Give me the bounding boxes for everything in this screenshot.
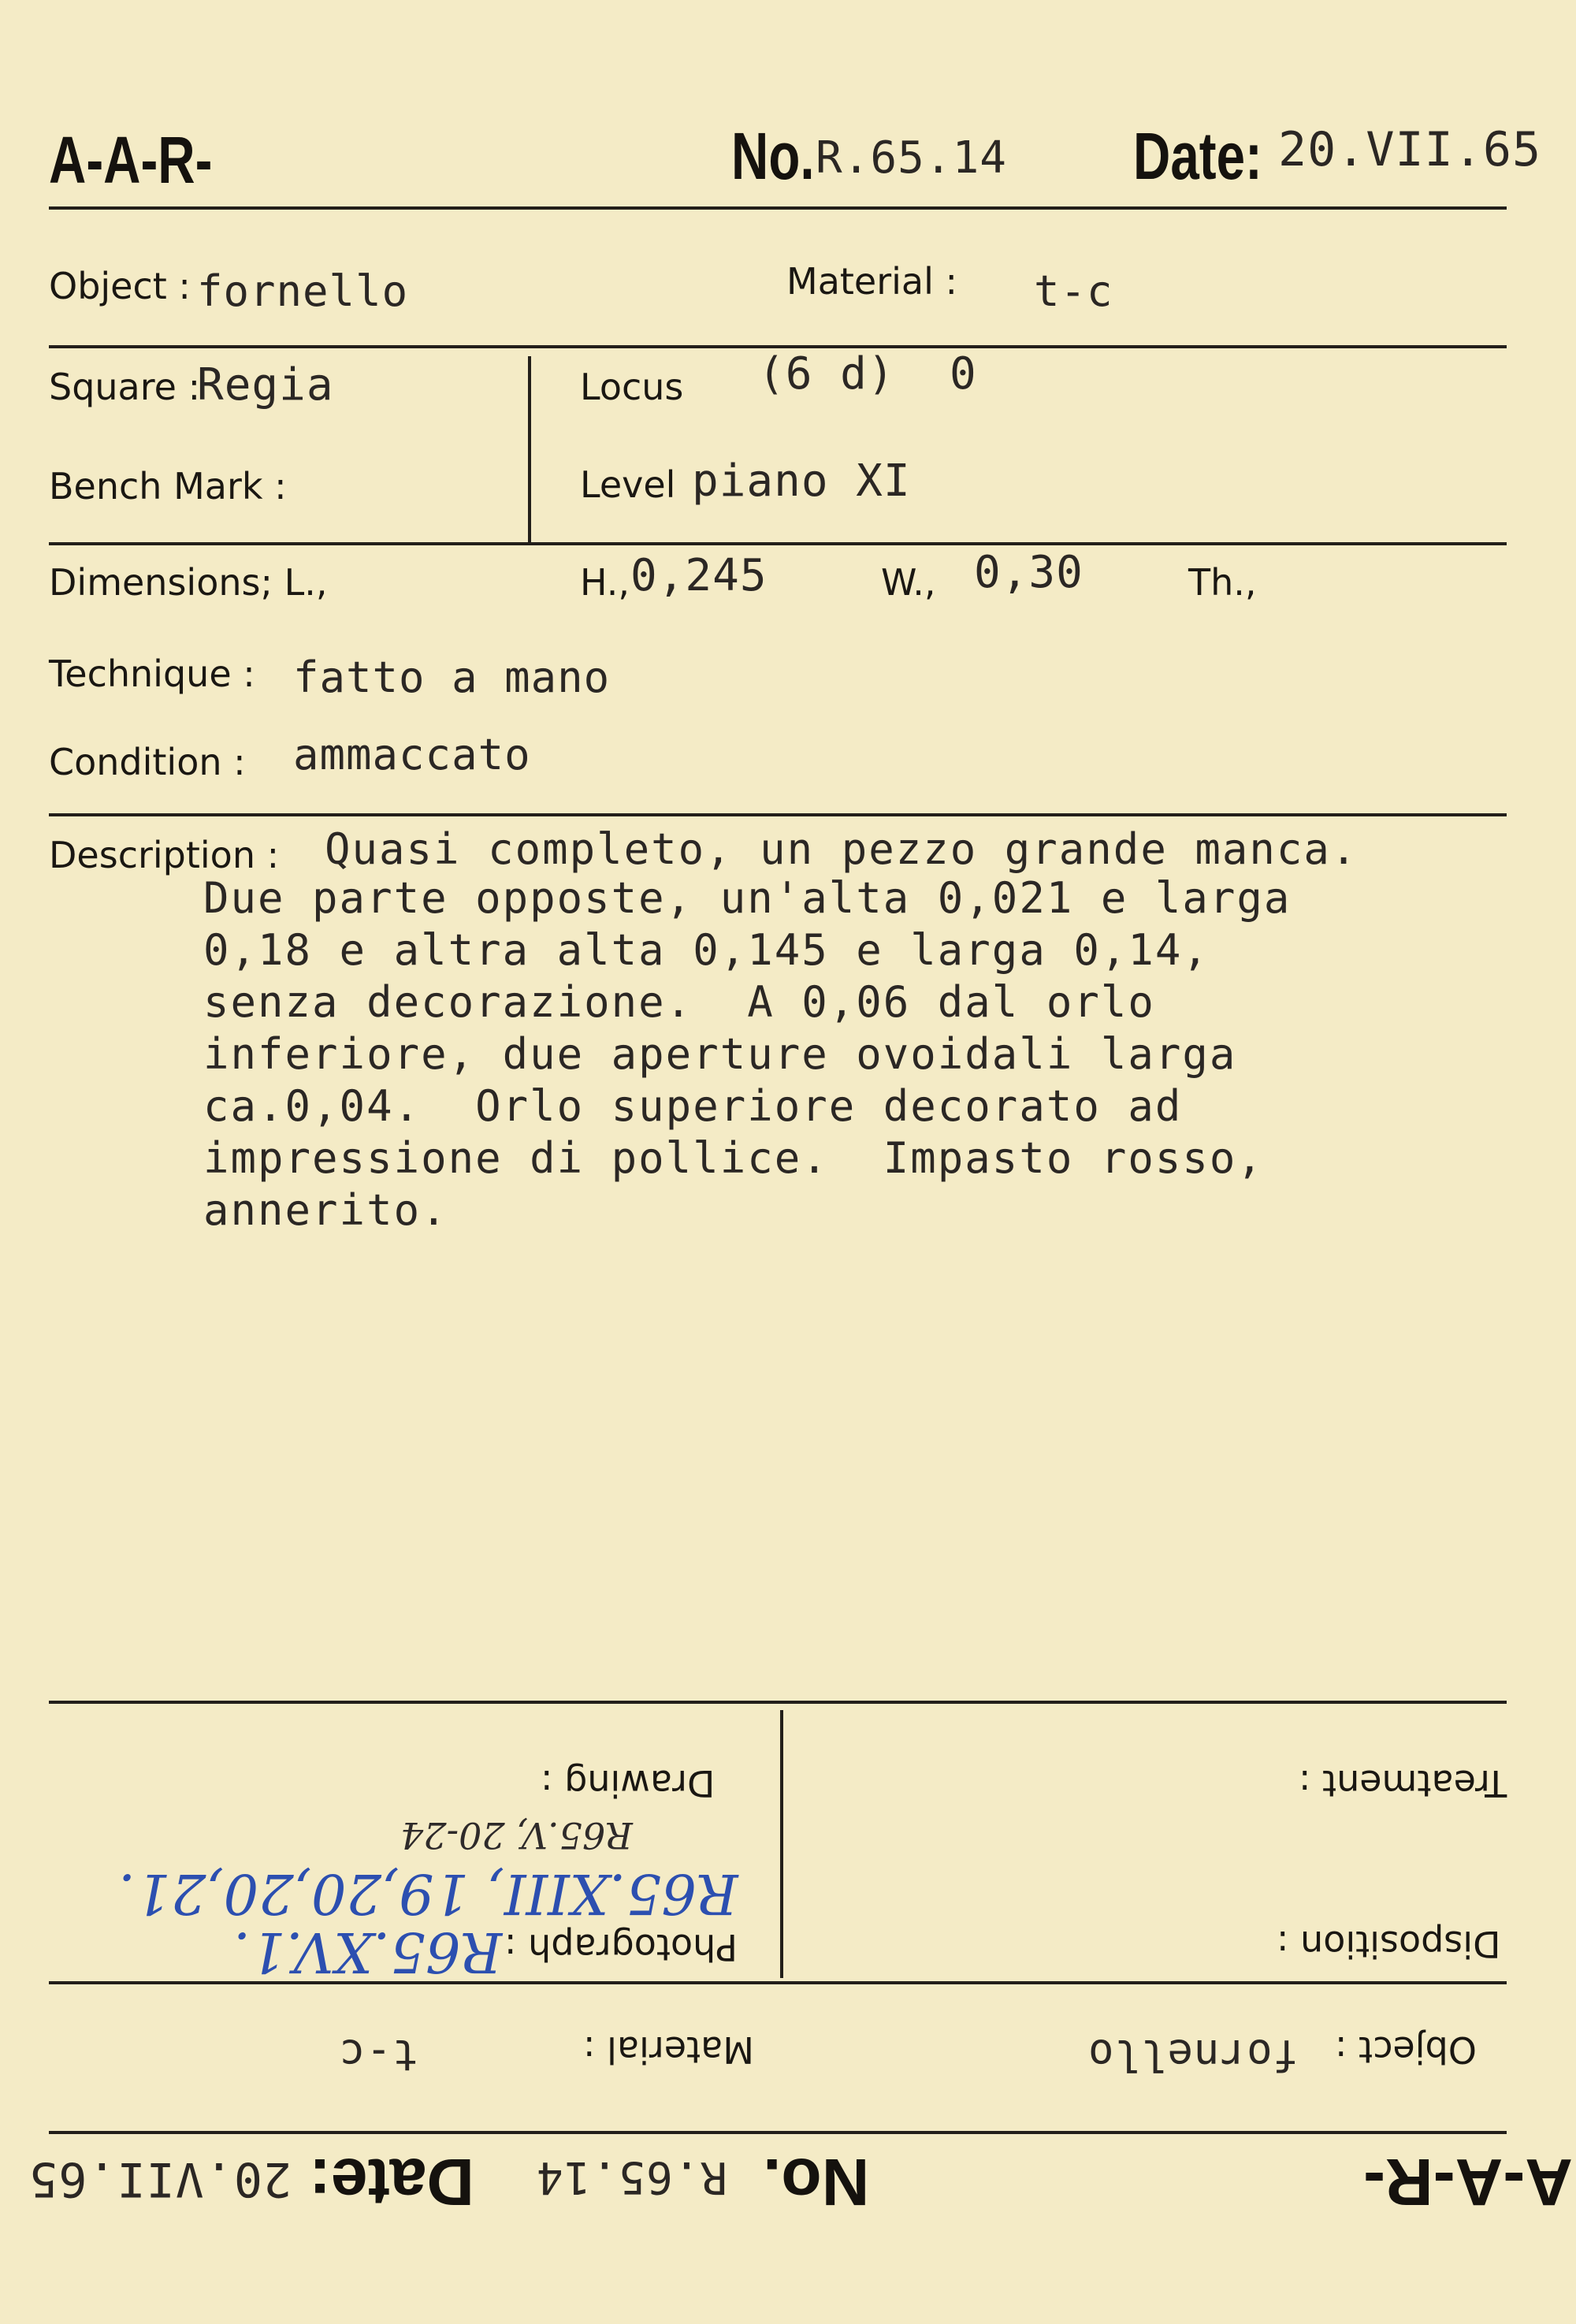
number-value: R.65.14 <box>816 132 1008 184</box>
condition-label: Condition : <box>49 741 246 783</box>
treatment-label: Treatment : <box>1299 1762 1507 1805</box>
description-line: senza decorazione. A 0,06 dal orlo <box>203 977 1155 1027</box>
date-label-flipped: Date: <box>309 2145 475 2219</box>
divider-bottom-lower <box>49 2131 1507 2134</box>
thickness-label: Th., <box>1188 561 1257 604</box>
object-label: Object : <box>49 265 191 307</box>
drawing-note-handwriting: R65.V, 20-24 <box>400 1814 633 1857</box>
date-label: Date: <box>1133 119 1262 193</box>
photograph-label: Photograph : <box>504 1926 738 1969</box>
width-value: 0,30 <box>974 547 1084 598</box>
drawing-label: Drawing : <box>541 1762 716 1805</box>
number-label: No. <box>731 119 815 193</box>
material-label-flipped: Material : <box>583 2028 754 2071</box>
material-value: t-c <box>1034 266 1113 316</box>
bench-mark-label: Bench Mark : <box>49 465 287 508</box>
description-line: impressione di pollice. Impasto rosso, <box>203 1133 1264 1183</box>
condition-value: ammaccato <box>293 730 531 779</box>
description-label: Description : <box>49 834 280 876</box>
description-line: inferiore, due aperture ovoidali larga <box>203 1029 1237 1079</box>
dimensions-label: Dimensions; L., <box>49 561 328 604</box>
locus-label: Locus <box>580 366 684 408</box>
technique-value: fatto a mano <box>293 653 611 702</box>
org-code-flipped: A-A-R- <box>1363 2145 1573 2219</box>
object-value: fornello <box>197 266 409 316</box>
technique-label: Technique : <box>49 653 255 695</box>
photo-note-handwriting: R65.XIII, 19,20,20,21. <box>118 1861 738 1926</box>
disposition-label: Disposition : <box>1277 1923 1501 1965</box>
divider-condition <box>49 813 1507 816</box>
description-line: ca.0,04. Orlo superiore decorato ad <box>203 1081 1183 1131</box>
level-label: Level <box>580 463 676 506</box>
height-value: 0,245 <box>630 550 768 601</box>
divider-vertical-square <box>528 356 531 542</box>
square-value: Regia <box>197 359 334 411</box>
date-value: 20.VII.65 <box>1278 122 1542 177</box>
description-first-line: Quasi completo, un pezzo grande manca. <box>325 824 1359 874</box>
locus-value: (6 d) 0 <box>758 348 977 400</box>
number-value-flipped: R.65.14 <box>536 2151 728 2203</box>
photo-note-handwriting: R65.XV.1. <box>233 1920 503 1984</box>
date-value-flipped: 20.VII.65 <box>28 2151 292 2207</box>
height-label: H., <box>580 561 630 604</box>
description-line: Due parte opposte, un'alta 0,021 e larga <box>203 873 1292 923</box>
divider-bottom-top <box>49 1701 1507 1704</box>
object-value-flipped: fornello <box>1087 2030 1299 2080</box>
material-value-flipped: t-c <box>339 2030 418 2080</box>
level-value: piano XI <box>692 456 911 507</box>
divider-locus <box>49 542 1507 545</box>
org-code: A-A-R- <box>49 123 213 197</box>
square-label: Square : <box>49 366 201 408</box>
description-line: annerito. <box>203 1185 448 1235</box>
object-label-flipped: Object : <box>1335 2028 1477 2071</box>
divider-vertical-bottom <box>780 1710 783 1978</box>
divider-header <box>49 206 1507 210</box>
number-label-flipped: No. <box>763 2145 870 2219</box>
material-label: Material : <box>786 260 957 303</box>
description-line: 0,18 e altra alta 0,145 e larga 0,14, <box>203 925 1210 975</box>
width-label: W., <box>881 561 936 604</box>
